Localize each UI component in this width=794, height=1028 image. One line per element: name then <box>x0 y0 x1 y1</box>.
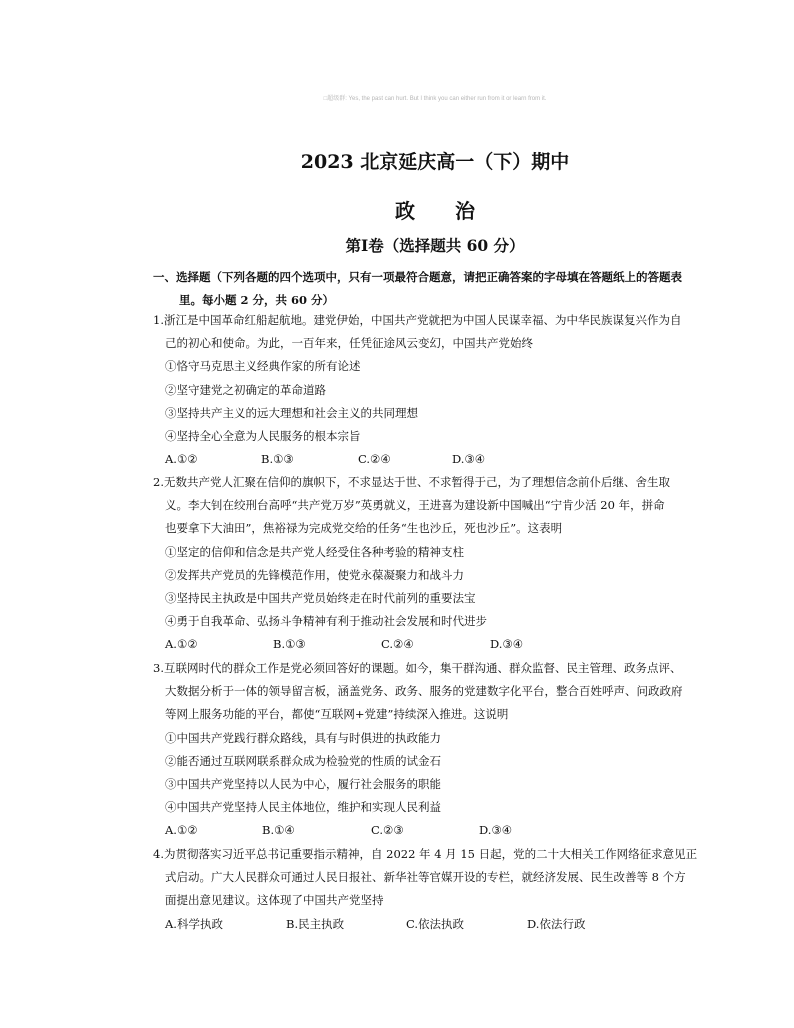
question-4-stem-line-2: 式启动。广大人民群众可通过人民日报社、新华社等官媒开设的专栏，就经济发展、民生改善等 8 个方 <box>165 870 686 885</box>
question-4-stem-line-3: 面提出意见建议。这体现了中国共产党坚持 <box>165 893 384 908</box>
question-2-choice-c: C.②④ <box>381 637 414 652</box>
section-line-1: 一、选择题（下列各题的四个选项中，只有一项最符合题意，请把正确答案的字母填在答题纸上的答题表 <box>153 270 682 284</box>
volume-heading: 第Ⅰ卷（选择题共 60 分） <box>345 236 525 255</box>
question-4-choice-b: B.民主执政 <box>286 916 345 931</box>
question-1-choices <box>153 448 715 471</box>
question-3-choice-a: A.①② <box>165 823 198 838</box>
question-3-stem-line-2: 大数据分析于一体的领导留言板，涵盖党务、政务、服务的党建数字化平台，整合百姓呼声、问政政府 <box>165 684 683 699</box>
question-3-option-2: ②能否通过互联网联系群众成为检验党的性质的试金石 <box>165 753 441 768</box>
question-1-stem-line-1: 1.浙江是中国革命红船起航地。建党伊始，中国共产党就把为中国人民谋幸福、为中华民族谋复兴作为自 <box>153 313 682 327</box>
question-3-option-4: ④中国共产党坚持人民主体地位，维护和实现人民利益 <box>165 800 441 815</box>
question-3-option-1: ①中国共产党践行群众路线，具有与时俱进的执政能力 <box>165 730 441 745</box>
watermark-text: □超级群: Yes, the past can hurt. But I think you can either run from it or learn from it. <box>323 96 547 102</box>
question-4 <box>153 843 715 936</box>
question-1-option-2: ②坚守建党之初确定的革命道路 <box>165 382 326 397</box>
question-1-choice-b: B.①③ <box>261 452 294 467</box>
question-1-option-3: ③坚持共产主义的远大理想和社会主义的共同理想 <box>165 405 418 420</box>
question-1-choice-a: A.①② <box>165 452 198 467</box>
question-3 <box>153 657 715 843</box>
question-1 <box>153 309 715 471</box>
question-3-stem-line-3: 等网上服务功能的平台，都使“互联网+党建”持续深入推进。这说明 <box>165 707 509 722</box>
question-4-choices <box>153 913 715 936</box>
question-4-choice-a: A.科学执政 <box>165 916 223 931</box>
question-2-choice-d: D.③④ <box>490 637 524 652</box>
question-2-option-2: ②发挥共产党员的先锋模范作用，使党永葆凝聚力和战斗力 <box>165 567 464 582</box>
section-instructions <box>153 266 723 312</box>
question-2-choice-a: A.①② <box>165 637 198 652</box>
question-1-choice-c: C.②④ <box>358 452 391 467</box>
question-2-option-1: ①坚定的信仰和信念是共产党人经受住各种考验的精神支柱 <box>165 544 464 559</box>
question-3-choice-c: C.②③ <box>371 823 404 838</box>
question-1-option-4: ④坚持全心全意为人民服务的根本宗旨 <box>165 429 361 444</box>
question-2-choice-b: B.①③ <box>273 637 306 652</box>
question-4-stem-line-1: 4.为贯彻落实习近平总书记重要指示精神，自 2022 年 4 月 15 日起，党的二十大相关工作网络征求意见正 <box>153 847 698 861</box>
question-2 <box>153 471 715 657</box>
question-1-stem-line-2: 己的初心和使命。为此，一百年来，任凭征途风云变幻，中国共产党始终 <box>165 336 533 351</box>
question-2-stem-line-1: 2.无数共产党人汇聚在信仰的旗帜下，不求显达于世、不求暂得于己，为了理想信念前仆后继、舍生取 <box>153 475 670 489</box>
question-4-choice-d: D.依法行政 <box>527 916 586 931</box>
question-3-option-3: ③中国共产党坚持以人民为中心，履行社会服务的职能 <box>165 777 441 792</box>
question-3-choice-b: B.①④ <box>262 823 295 838</box>
question-2-option-4: ④勇于自我革命、弘扬斗争精神有利于推动社会发展和时代进步 <box>165 614 487 629</box>
subject-heading: 政 治 <box>395 199 475 223</box>
question-2-stem-line-3: 也要拿下大油田”，焦裕禄为完成党交给的任务“生也沙丘，死也沙丘”。这表明 <box>165 521 563 536</box>
question-3-stem-line-1: 3.互联网时代的群众工作是党必须回答好的课题。如今，集干群沟通、群众监督、民主管理、政务点评、 <box>153 661 682 675</box>
question-2-stem-line-2: 义。李大钊在绞刑台高呼“共产党万岁”英勇就义，王进喜为建设新中国喊出“宁肯少活 20 年，拼命 <box>165 498 665 513</box>
question-3-choice-d: D.③④ <box>479 823 513 838</box>
question-2-option-3: ③坚持民主执政是中国共产党员始终走在时代前列的重要法宝 <box>165 591 476 606</box>
question-4-choice-c: C.依法执政 <box>406 916 465 931</box>
question-2-choices <box>153 633 715 656</box>
section-line-2: 里。每小题 2 分，共 60 分） <box>179 293 335 307</box>
question-3-choices <box>153 819 715 842</box>
question-1-choice-d: D.③④ <box>452 452 486 467</box>
exam-title: 2023 北京延庆高一（下）期中 <box>300 151 570 173</box>
question-1-option-1: ①恪守马克思主义经典作家的所有论述 <box>165 359 361 374</box>
